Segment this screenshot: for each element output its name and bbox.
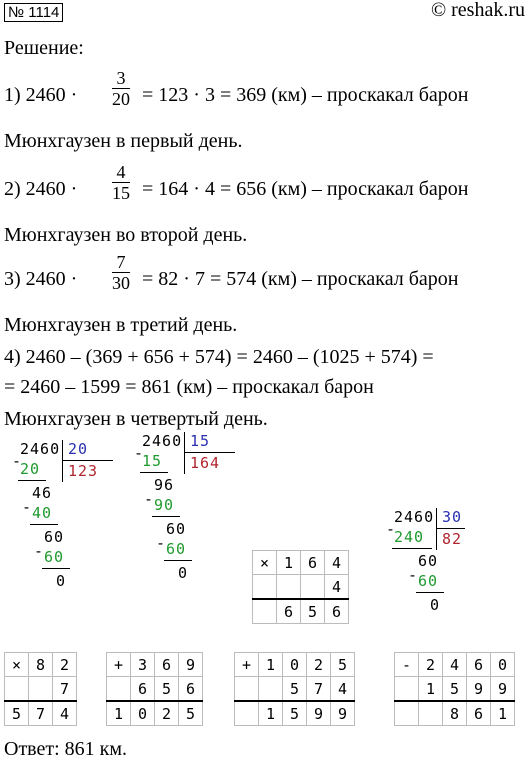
minus-sign: - <box>22 498 33 516</box>
remainder-1: 46 <box>32 484 53 502</box>
quotient: 123 <box>68 462 99 480</box>
step-3-denominator: 30 <box>112 273 130 293</box>
step-2-post: = 164 · 4 = 656 (км) – проскакал барон <box>142 178 469 200</box>
step-1-denominator: 20 <box>112 89 130 109</box>
solution-label: Решение: <box>4 37 84 59</box>
divisor: 30 <box>442 508 463 526</box>
step-1-fraction <box>112 68 130 109</box>
divisor: 15 <box>190 432 211 450</box>
remainder-2: 60 <box>44 528 65 546</box>
step-3-numerator: 7 <box>116 252 126 272</box>
underline <box>164 560 192 561</box>
remainder-1: 60 <box>418 552 439 570</box>
minus-sign: - <box>34 542 45 560</box>
minus-sign: - <box>144 490 155 508</box>
subtrahend-1: 15 <box>142 452 163 470</box>
step-2-numerator: 4 <box>116 162 126 182</box>
quotient-line <box>437 528 465 529</box>
divisor-line <box>436 508 437 550</box>
step-2-pre: 2) 2460 · <box>4 178 78 200</box>
step-2-line2: Мюнхгаузен во второй день. <box>4 224 248 246</box>
dividend: 2460 <box>142 432 183 450</box>
copyright: © reshak.ru <box>430 0 525 21</box>
minus-sign: - <box>12 452 23 470</box>
step-2-fraction <box>112 162 130 203</box>
underline <box>42 568 70 569</box>
subtrahend-1: 20 <box>20 460 41 478</box>
multiplication-grid-82x7: × 8 2 7 5 7 4 <box>4 652 77 726</box>
quotient-line <box>63 460 113 461</box>
minus-sign: - <box>386 520 397 538</box>
long-division-2 <box>134 432 250 622</box>
subtrahend-2: 90 <box>154 496 175 514</box>
step-1-numerator: 3 <box>116 68 126 88</box>
remainder-3: 0 <box>56 572 67 590</box>
remainder-2: 0 <box>430 596 441 614</box>
step-4-line1: 4) 2460 – (369 + 656 + 574) = 2460 – (1025 + 574) = <box>4 346 434 368</box>
underline <box>152 516 180 517</box>
step-4-line3: Мюнхгаузен в четвертый день. <box>4 408 268 430</box>
underline <box>30 524 58 525</box>
subtrahend-3: 60 <box>44 548 65 566</box>
long-division-3 <box>386 508 502 638</box>
minus-sign: - <box>156 534 167 552</box>
subtrahend-3: 60 <box>166 540 187 558</box>
remainder-3: 0 <box>178 564 189 582</box>
answer: Ответ: 861 км. <box>4 738 128 760</box>
subtrahend-2: 60 <box>418 572 439 590</box>
op-sign: + <box>107 653 131 677</box>
subtrahend-1: 240 <box>394 528 425 546</box>
op-sign: - <box>395 653 419 677</box>
underline <box>18 480 46 481</box>
divisor: 20 <box>68 440 89 458</box>
step-2-denominator: 15 <box>112 183 130 203</box>
minus-sign: - <box>134 444 145 462</box>
addition-grid-369-656: + 3 6 9 6 5 6 1 0 2 5 <box>106 652 203 726</box>
problem-number-badge: № 1114 <box>4 3 63 22</box>
step-1-pre: 1) 2460 · <box>4 84 78 106</box>
minus-sign: - <box>408 566 419 584</box>
op-sign: × <box>253 551 277 575</box>
underline <box>140 472 168 473</box>
multiplication-grid-164x4: × 1 6 4 4 6 5 6 <box>252 550 349 624</box>
quotient: 82 <box>442 530 463 548</box>
step-1-post: = 123 · 3 = 369 (км) – проскакал барон <box>142 84 469 106</box>
remainder-1: 96 <box>154 476 175 494</box>
op-sign: + <box>235 653 259 677</box>
step-3-fraction <box>112 252 130 293</box>
divisor-line <box>184 432 185 474</box>
addition-grid-1025-574: + 1 0 2 5 5 7 4 1 5 9 9 <box>234 652 355 726</box>
long-division-1 <box>12 440 128 630</box>
dividend: 2460 <box>20 440 61 458</box>
dividend: 2460 <box>394 508 435 526</box>
step-3-post: = 82 · 7 = 574 (км) – проскакал барон <box>142 268 459 290</box>
subtrahend-2: 40 <box>32 504 53 522</box>
quotient-line <box>185 452 235 453</box>
op-sign: × <box>5 653 29 677</box>
quotient: 164 <box>190 454 221 472</box>
step-1-line2: Мюнхгаузен в первый день. <box>4 130 243 152</box>
underline <box>392 548 432 549</box>
step-3-line2: Мюнхгаузен в третий день. <box>4 314 238 336</box>
step-4-line2: = 2460 – 1599 = 861 (км) – проскакал барон <box>4 376 374 398</box>
underline <box>416 592 444 593</box>
subtraction-grid-2460-1599: - 2 4 6 0 1 5 9 9 8 6 1 <box>394 652 515 726</box>
remainder-2: 60 <box>166 520 187 538</box>
divisor-line <box>62 440 63 482</box>
step-3-pre: 3) 2460 · <box>4 268 78 290</box>
